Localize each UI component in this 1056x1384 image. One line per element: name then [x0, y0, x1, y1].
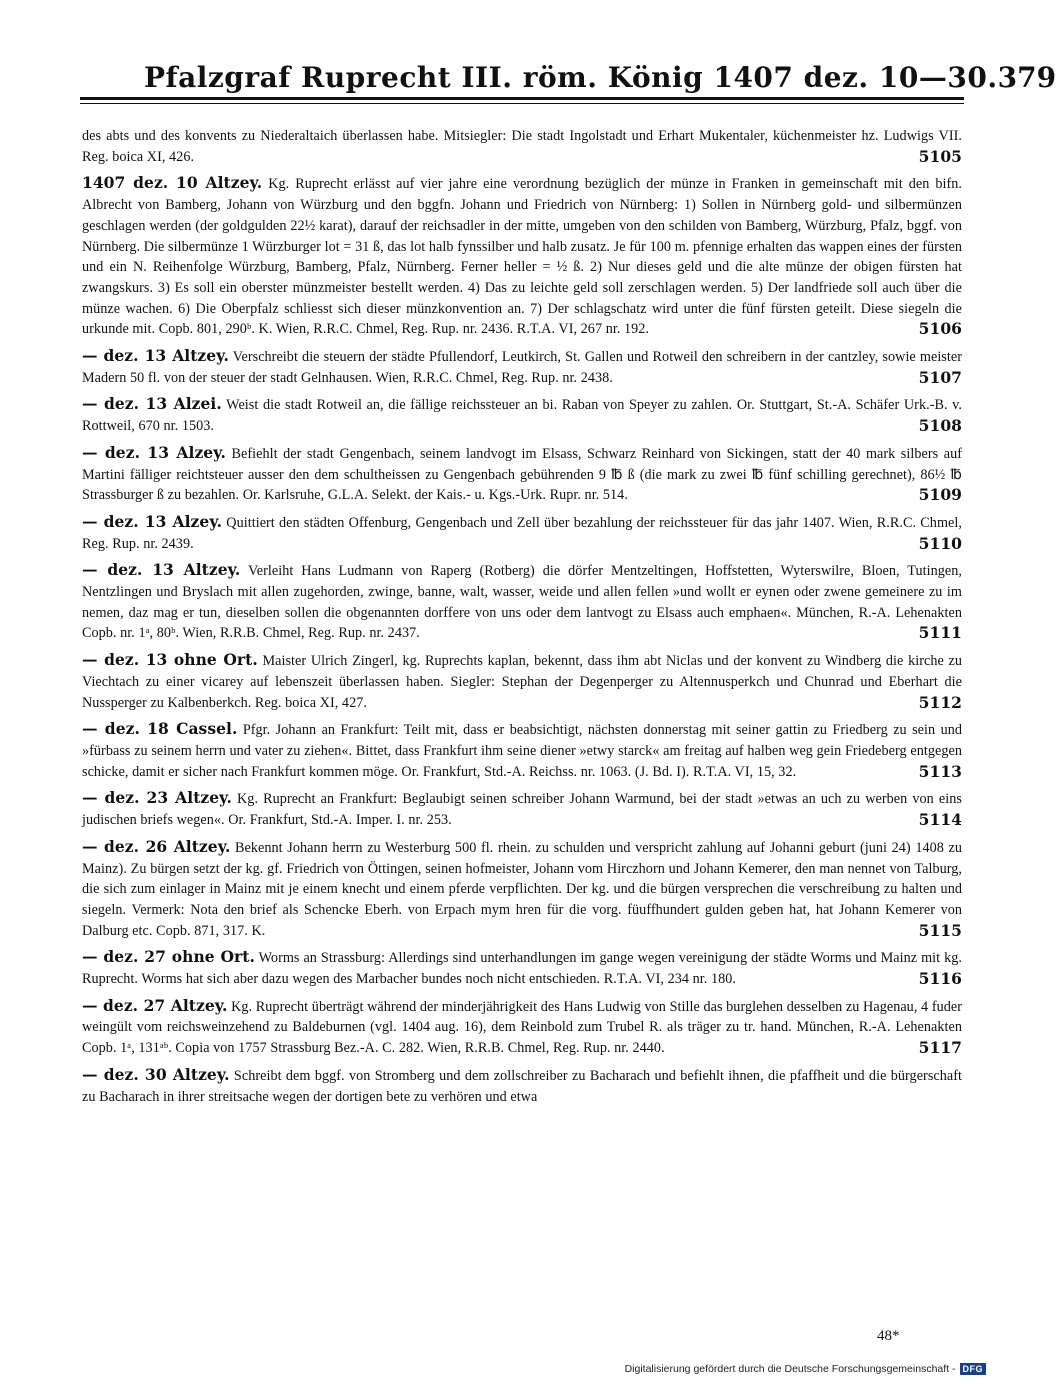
regest-entry — [82, 837, 962, 942]
regest-date-place: 1407 dez. 10 Altzey. — [82, 173, 263, 193]
regest-text: Verschreibt die steuern der städte Pfullendorf, Leutkirch, St. Gallen und Rotweil den schreibern in der cantzley, sowie meister Madern 50 fl. von der steuer der stadt Gelnhausen. Wien, R.R.C. Chmel, Reg. Rup. nr. 2438. — [82, 349, 962, 386]
regest-number: 5114 — [918, 810, 962, 830]
regest-entry — [82, 443, 962, 506]
regest-entry — [82, 947, 962, 989]
regest-date-place: — dez. 13 Altzey. — [82, 346, 229, 366]
regest-number: 5106 — [918, 319, 962, 339]
regest-date-place: — dez. 13 Altzey. — [82, 560, 241, 580]
signature-mark: 48* — [877, 1328, 900, 1344]
regest-entry — [82, 560, 962, 644]
regest-date-place: — dez. 30 Altzey. — [82, 1064, 230, 1084]
regest-number: 5111 — [918, 623, 962, 643]
regest-text: Worms an Strassburg: Allerdings sind unterhandlungen im gange wegen vereinigung der städte Worms und Mainz mit kg. Ruprecht. Worms hat sich aber dazu wegen des Marbacher bundes noch nicht entschieden. R.T.A. VI, 234 nr. 180. — [82, 950, 962, 988]
regest-entry — [82, 173, 962, 340]
regest-text: Quittiert den städten Offenburg, Gengenbach und Zell über bezahlung der reichssteuer für das jahr 1407. Wien, R.R.C. Chmel, Reg. Rup. nr. 2439. — [82, 514, 962, 552]
regest-date-place: — dez. 26 Altzey. — [82, 836, 231, 856]
dfg-logo-icon: DFG — [960, 1363, 987, 1375]
regest-date-place: — dez. 18 Cassel. — [82, 719, 238, 739]
regest-entry — [82, 719, 962, 782]
regest-number: 5109 — [918, 485, 962, 505]
regest-text: Maister Ulrich Zingerl, kg. Ruprechts kaplan, bekennt, dass ihm abt Niclas und der konvent zu Windberg die kirche zu Viechtach zu einer vicarey auf lebenszeit überlassen haben. Siegler: Stephan der Degenperger zu Altennusperkch und Chunrad und Eberhart die Nussperger zu Kalbenberkch. Reg. boica XI, 427. — [82, 653, 962, 711]
regest-text: Kg. Ruprecht überträgt während der minderjährigkeit des Hans Ludwig von Stille das burglehen desselben zu Hagenau, 4 fuder weingült vom reichsweinzehend zu Baldeburnen (vgl. 1404 aug. 16), dem Reinbold zum Trubel R. als träger zu tr. hand. München, R.-A. Lehenakten Copb. 1ᵃ, 131ᵃᵇ. Copia von 1757 Strassburg Bez.-A. C. 282. Wien, R.R.B. Chmel, Reg. Rup. nr. 2440. — [82, 998, 963, 1057]
header-rule-thick — [80, 97, 964, 100]
regest-entry — [82, 394, 962, 436]
page-number: 379 — [997, 61, 1056, 94]
regest-number: 5113 — [918, 761, 962, 781]
regest-number: 5116 — [918, 969, 962, 989]
regest-number: 5110 — [918, 533, 962, 553]
regest-text: Verleiht Hans Ludmann von Raperg (Rotberg) die dörfer Mentzeltingen, Hoffstetten, Wyterswilre, Bloen, Tutingen, Nentzlingen und Bryslach mit allen zugehorden, zwinge, banne, walt, wasser, weide und allen fellen »und wollt er eynen oder zwene gemeinere zu im nemen, daz mag er tun, dieselben sollen die obgenannten dorffere von uns oder dem lantvogt zu Elsass auch emphaen«. München, R.-A. Lehenakten Copb. nr. 1ᵃ, 80ᵇ. Wien, R.R.B. Chmel, Reg. Rup. nr. 2437. — [82, 563, 962, 642]
regest-entry — [82, 126, 962, 167]
regest-text: Kg. Ruprecht erlässt auf vier jahre eine verordnung bezüglich der münze in Franken in gemeinschaft mit den bifn. Albrecht von Bamberg, Johann von Würzburg und den bggfn. Johann und Friedrich von Nürnberg: 1) Sollen in Nürnberg gold- und silbermünzen geschlagen werden (der goldgulden 22½ karat), darauf der reichsadler in der mitte, umgeben von den schilden von Bamberg, Würzburg, Pfalz, bggf. von Nürnberg. Die silbermünze 1 Würzburger lot = 31 ß, das lot halb fynssilber und halb zusatz. Je für 100 m. pfennige erhalten das wappen eines der fürsten und ein N. Reihenfolge Würzburg, Bamberg, Pfalz, Nürnberg. Ferner heller = ½ ß. 2) Nur dieses geld und die alte münze der obigen fürsten hat zwangskurs. 3) Es soll ein oberster münzmeister bestellt werden. 4) Das zu leichte geld soll zerschlagen werden. 5) Der landfriede soll auch über die münze wachen. 6) Die Oberpfalz schliesst sich dieser münzkonvention an. 7) Der schlagschatz wird unter die fünf fürsten geteilt. Diese siegeln die urkunde mit. Copb. 801, 290ᵇ. K. Wien, R.R.C. Chmel, Reg. Rup. nr. 2436. R.T.A. VI, 267 nr. 192. — [82, 176, 962, 338]
regest-text: Pfgr. Johann an Frankfurt: Teilt mit, dass er beabsichtigt, nächsten donnerstag mit seiner gattin zu Friedberg zu sein und »fürbass zu seinem herrn und vater zu ziehen«. Bittet, dass Frankfurt ihm seine diener »etwy starck« am freitag auf halben weg gein Friedeberg entgegen schicke, damit er sicher nach Frankfurt kommen möge. Or. Frankfurt, Std.-A. Reichss. nr. 1063. (J. Bd. I). R.T.A. VI, 15, 32. — [82, 722, 962, 780]
regest-number: 5112 — [918, 692, 962, 712]
regesta-list — [82, 126, 962, 1113]
regest-entry — [82, 996, 962, 1059]
regest-date-place: — dez. 13 Alzey. — [82, 511, 223, 531]
regest-text: des abts und des konvents zu Niederaltaich überlassen habe. Mitsiegler: Die stadt Ingolstadt und Erhart Mukentaler, küchenmeister hz. Ludwigs VII. Reg. boica XI, 426. — [82, 128, 962, 165]
footer-credit — [625, 1363, 986, 1375]
regest-date-place: — dez. 13 Alzey. — [82, 442, 226, 462]
regest-entry — [82, 346, 962, 388]
footer-text: Digitalisierung gefördert durch die Deutsche Forschungsgemeinschaft - — [624, 1363, 956, 1375]
regest-date-place: — dez. 13 ohne Ort. — [82, 650, 258, 670]
regest-entry — [82, 1065, 962, 1107]
header-rule-thin — [80, 103, 964, 104]
regest-date-place: — dez. 23 Altzey. — [82, 788, 232, 808]
regest-text: Schreibt dem bggf. von Stromberg und dem zollschreiber zu Bacharach und befiehlt ihnen, die pfaffheit und die bürgerschaft zu Bacharach in ihrer streitsache wegen der dortigen bete zu verhören und etwa — [82, 1067, 962, 1105]
regest-number: 5107 — [918, 367, 962, 387]
regest-date-place: — dez. 27 Altzey. — [82, 995, 228, 1015]
running-header — [80, 50, 1056, 94]
regest-number: 5105 — [918, 146, 962, 166]
regest-text: Kg. Ruprecht an Frankfurt: Beglaubigt seinen schreiber Johann Warmund, bei der stadt »etwas an uch zu werben von eins judischen briefs wegen«. Or. Frankfurt, Std.-A. Imper. I. nr. 253. — [82, 791, 962, 829]
regest-number: 5108 — [918, 416, 962, 436]
regest-entry — [82, 788, 962, 830]
regest-entry — [82, 650, 962, 713]
regest-text: Bekennt Johann herrn zu Westerburg 500 fl. rhein. zu schulden und verspricht zahlung auf Johanni geburt (juni 24) 1408 zu Mainz). Zu bürgen setzt der kg. gf. Friedrich von Öttingen, seinen hofmeister, Johann vom Hirczhorn und Johann Kemerer, den man nennet von Talburg, die sich zum einlager in Mainz mit je einem knecht und einem pferde verpflichten. Der kg. und die bürgen versprechen die verschreibung zu halten und siegeln. Vermerk: Nota den brief als Schencke Eberh. von Erpach mym hren für die vorg. füuffhundert gulden geben hat, hat Johann Kemerer von Dalburg etc. Copb. 871, 317. K. — [82, 839, 963, 939]
page-title: Pfalzgraf Ruprecht III. röm. König 1407 dez. 10—30. — [144, 61, 998, 94]
regest-number: 5115 — [918, 920, 962, 940]
regest-text: Befiehlt der stadt Gengenbach, seinem landvogt im Elsass, Schwarz Reinhard von Sickingen, statt der 40 mark silbers auf Martini fälliger reichtsteuer ausser den dem schultheissen zu Gengenbach gebührenden 9 ℔ ß (die mark zu zwei ℔ fünf schilling gerechnet), 86½ ℔ Strassburger ß zu bezahlen. Or. Karlsruhe, G.L.A. Selekt. der Kais.- u. Kgs.-Urk. Rupr. nr. 514. — [82, 445, 962, 504]
regest-text: Weist die stadt Rotweil an, die fällige reichssteuer an bi. Raban von Speyer zu zahlen. Or. Stuttgart, St.-A. Schäfer Urk.-B. v. Rottweil, 670 nr. 1503. — [82, 397, 962, 435]
regest-date-place: — dez. 27 ohne Ort. — [82, 947, 255, 967]
regest-number: 5117 — [918, 1038, 962, 1058]
regest-entry — [82, 512, 962, 554]
regest-date-place: — dez. 13 Alzei. — [82, 394, 222, 414]
